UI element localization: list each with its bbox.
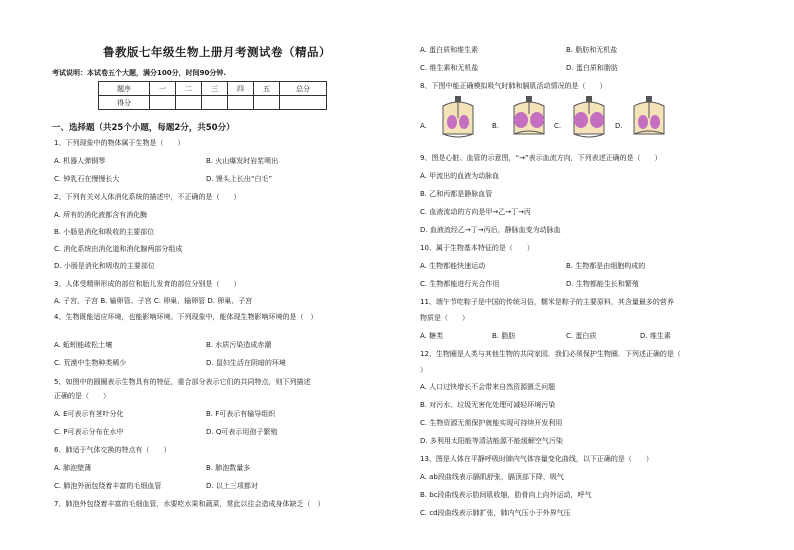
option-line: C. 蛋白质 [566,332,597,340]
question-line: 6、肺适于气体交换的特点有（ ） [54,446,171,454]
option-line: A. 蛋白质和维生素 [420,46,479,54]
option-line: B. 脂肪 [492,332,516,340]
option-line: D. 蛋白质和脂肪 [566,64,618,72]
bell-jar-figure-c [568,96,610,142]
score-header-cell: 一 [150,82,176,96]
score-cell [280,96,327,110]
question-line: 正确的是（ ） [54,392,110,400]
figure-option-label: B. [492,122,500,130]
bell-jar-figure-d [628,96,670,142]
option-line: C. cd段曲线表示肺扩张，肺内气压小于外界气压 [420,509,571,517]
question-line: 12、生物圈是人类与其他生物的共同家园．我们必须保护生物圈．下列述正确的是（ [420,350,681,358]
option-line: A. E可表示有茎叶分化 [54,410,124,418]
option-line: C. 生物都能进行光合作用 [420,280,500,288]
option-line: B. 生物都是由细胞构成的 [566,262,646,270]
question-line: 4、生物既能适应环境，也能影响环境。下列现象中，能体现生物影响环境的是（ ） [54,313,318,321]
option-line: D. 血液流经乙→丁→丙后，静脉血变为动脉血 [420,226,561,234]
option-line: C. 消化系统由消化道和消化腺两部分组成 [54,245,183,253]
score-cell [176,96,202,110]
score-header-cell: 五 [254,82,280,96]
score-header-cell: 总分 [280,82,327,96]
score-header-cell: 四 [228,82,254,96]
option-line: D. 多利用太阳能等清洁能源不能缓解空气污染 [420,437,563,445]
score-table [98,81,327,110]
option-line: A. 机器人弹钢琴 [54,157,106,165]
option-line: B. 对污水、垃圾无害化处理可减轻环境污染 [420,401,556,409]
score-cell [150,96,176,110]
option-line: A. 人口过快增长不会带来自然资源匮乏问题 [420,383,556,391]
figure-option-label: D. [615,122,623,130]
question-line: 9、图是心脏、血管的示意图，“→”表示血流方向，下列表述正确的是（ ） [420,154,662,162]
score-cell [228,96,254,110]
question-line: 2、下列有关对人体消化系统的描述中，不正确的是（ ） [54,193,241,201]
option-line: B. 乙和丙都是静脉血管 [420,190,493,198]
option-line: C. 钟乳石在慢慢长大 [54,175,120,183]
option-line: B. 脂肪和无机盐 [566,46,618,54]
option-line: B. F可表示有输导组织 [206,410,276,418]
figure-option-label: C. [554,122,562,130]
option-line: A. 蚯蚓能疏松土壤 [54,341,113,349]
score-row-label: 得分 [99,96,150,110]
option-line: D. 鼠妇生活在阴暗的环境 [206,359,286,367]
option-line: B. 肺泡数量多 [206,464,251,472]
option-line: D. Q可表示用孢子繁殖 [206,428,278,436]
question-line: 11、端午节吃粽子是中国的传统习俗，糯米是粽子的主要原料，其含量最多的营养 [420,298,674,306]
question-line: 7、肺泡外包绕着丰富的毛细血管，水要吃水果和蔬菜，常此以往会造成身体缺乏（ ） [54,500,325,508]
question-line: 8、下图中能正确模拟吸气时肺和膈肌活动情况的是（ ） [420,82,607,90]
option-line: D. 小肠是消化和吸收的主要部位 [54,262,155,270]
score-header-cell: 三 [202,82,228,96]
bell-jar-figure-a [437,96,479,142]
option-line: D. 生物都能生长和繁殖 [566,280,639,288]
page-title: 鲁教版七年级生物上册月考测试卷（精品） [103,45,331,59]
option-line: D. 馒头上长出“白毛” [206,175,273,183]
question-line: 1、下列现象中的物体属于生物是（ ） [54,139,185,147]
option-line: C. 血液流动的方向是甲→乙→丁→丙 [420,208,531,216]
question-line: 13、图是人体在平静呼吸时肺内气体容量变化曲线，以下正确的是（ ） [420,455,653,463]
option-line: B. bc段曲线表示肋间肌收缩，肋骨向上向外运动，呼气 [420,491,592,499]
option-line: B. 水质污染造成赤潮 [206,341,272,349]
option-line: D. 维生素 [640,332,671,340]
score-header-cell: 二 [176,82,202,96]
option-line: C. 生物资源无需保护就能实现可持续开发利用 [420,419,563,427]
bell-jar-figure-b [508,96,550,142]
question-line: 物质是（ ） [420,314,469,322]
option-line: A. 子宫、子宫 B. 输卵管、子宫 C. 卵巢、输卵管 D. 卵巢、子宫 [54,297,253,305]
option-line: A. 所有的消化液都含有消化酶 [54,211,148,219]
option-line: A. 肺泡壁薄 [54,464,92,472]
option-line: B. 火山爆发时岩浆喷出 [206,157,279,165]
option-line: C. 肺泡外面包绕着丰富的毛细血管 [54,482,162,490]
score-cell [202,96,228,110]
option-line: C. P可表示分布在水中 [54,428,124,436]
option-line: A. 糖类 [420,332,444,340]
option-line: A. 生物都能快速运动 [420,262,486,270]
score-cell [254,96,280,110]
option-line: A. 甲流出的血液为动脉血 [420,172,500,180]
figure-option-label: A. [420,122,427,130]
score-header-cell: 题序 [99,82,150,96]
exam-note: 考试说明：本试卷五个大题，满分100分，时间90分钟. [52,69,227,77]
question-line: 5、如图中的圆圈表示生物具有的特征，重合部分表示它们的共同特点，则下列描述 [54,378,311,386]
option-line: C. 维生素和无机盐 [420,64,479,72]
option-line: A. ab段曲线表示膈肌舒张，膈顶部下降，吸气 [420,473,564,481]
question-line: 10、属于生物基本特征的是（ ） [420,244,534,252]
question-line: 3、人体受精卵形成的部位和胎儿发育的部位分别是（ ） [54,280,241,288]
option-line: D. 以上三项都对 [206,482,258,490]
option-line: B. 小肠是消化和吸收的主要部位 [54,228,155,236]
question-line: ） [420,366,427,374]
section-heading: 一、选择题（共25个小题，每题2分，共50分） [52,123,235,133]
option-line: C. 荒漠中生物种类稀少 [54,359,127,367]
